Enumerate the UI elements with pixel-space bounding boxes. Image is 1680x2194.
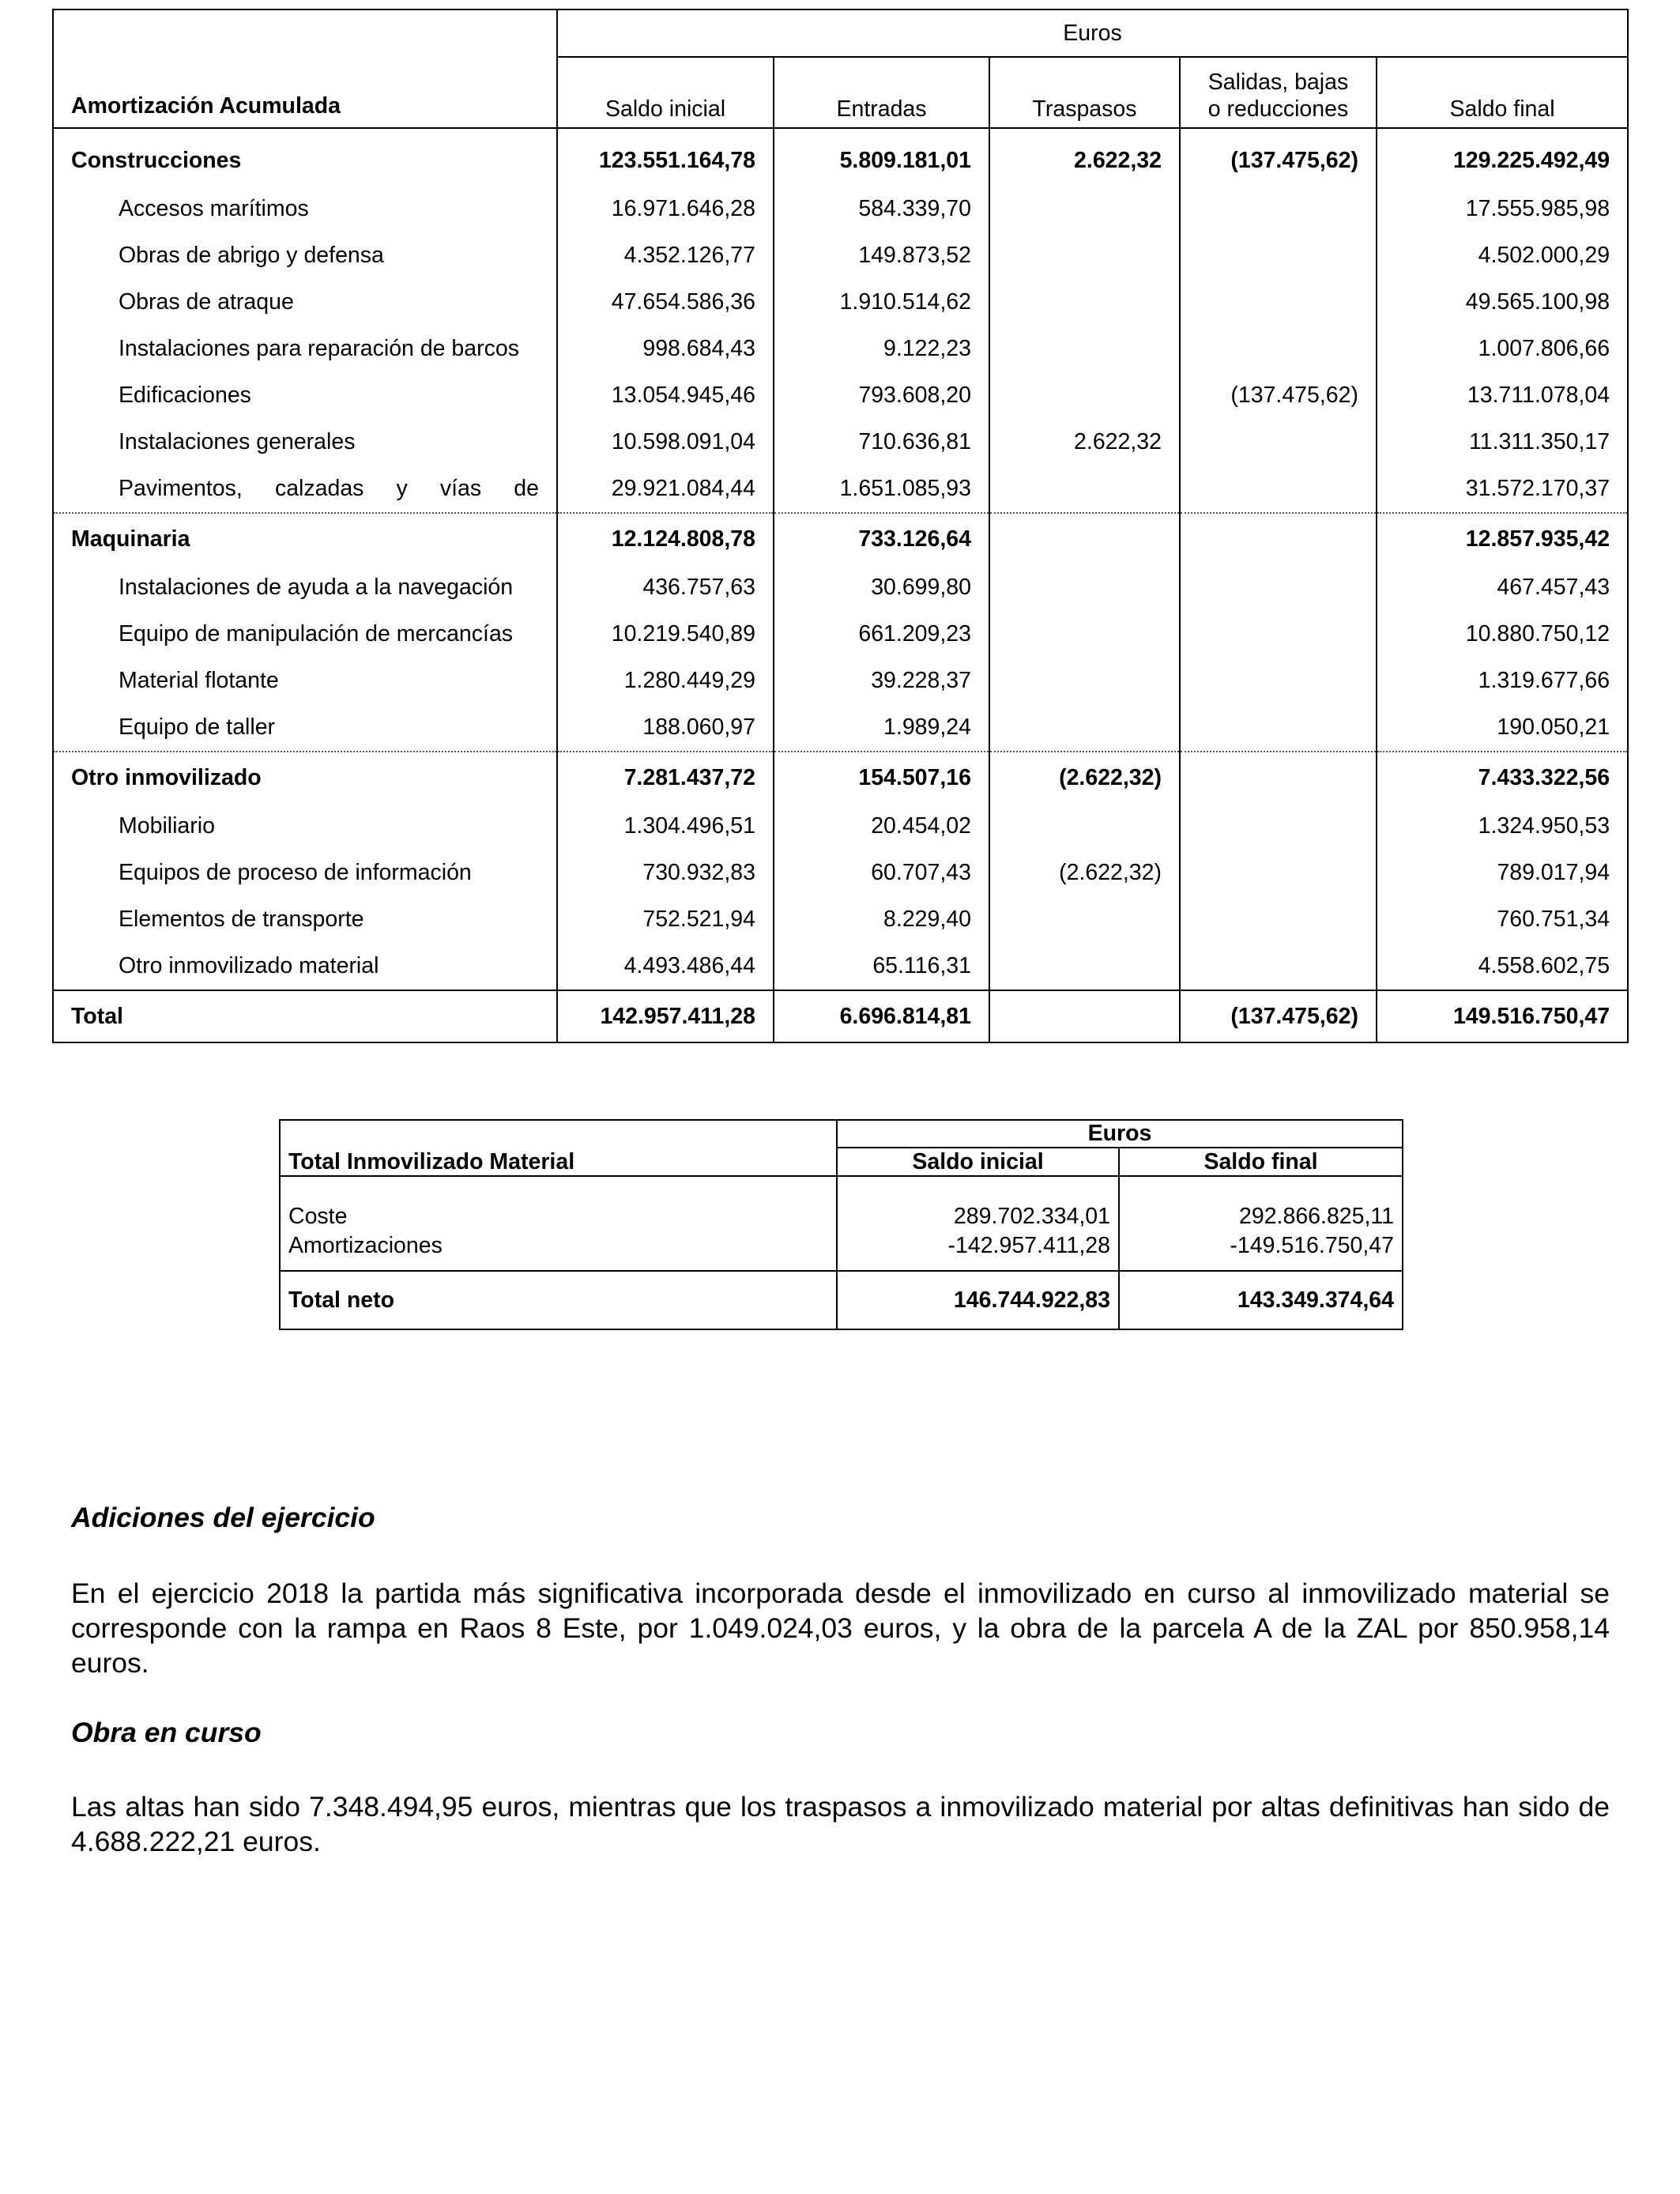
cell-traspasos: (2.622,32)	[989, 752, 1180, 803]
cell-saldo-final: 7.433.322,56	[1377, 752, 1628, 803]
table-row	[53, 326, 1628, 372]
table-row	[53, 564, 1628, 611]
row-label: Elementos de transporte	[119, 907, 364, 932]
total-row	[53, 990, 1628, 1042]
cell-saldo-inicial: 142.957.411,28	[557, 990, 774, 1042]
cell-saldo-inicial: 16.971.646,28	[557, 186, 774, 232]
cell-saldo-final: 1.007.806,66	[1377, 326, 1628, 372]
cell-entradas: 149.873,52	[774, 232, 989, 279]
adiciones-heading: Adiciones del ejercicio	[71, 1502, 375, 1533]
cell-saldo-inicial: 752.521,94	[557, 896, 774, 943]
cell-saldo-final: 17.555.985,98	[1377, 186, 1628, 232]
cell-saldo-inicial: 12.124.808,78	[557, 513, 774, 564]
table-row	[53, 896, 1628, 943]
row-label: Instalaciones para reparación de barcos	[119, 336, 519, 361]
cell-saldo-final: 1.319.677,66	[1377, 658, 1628, 704]
cell-saldo-final: 4.558.602,75	[1377, 943, 1628, 990]
col-traspasos: Traspasos	[989, 57, 1180, 128]
col-salidas-line1: Salidas, bajas	[1207, 70, 1349, 95]
obra-heading: Obra en curso	[71, 1717, 262, 1748]
cell-traspasos	[989, 896, 1180, 943]
cell-saldo-inicial: 436.757,63	[557, 564, 774, 611]
cell-saldo-inicial: 1.280.449,29	[557, 658, 774, 704]
col-salidas	[1180, 57, 1377, 128]
table-row	[53, 943, 1628, 990]
cell-saldo-inicial: 146.744.922,83	[837, 1271, 1119, 1329]
cell-saldo-inicial: 10.598.091,04	[557, 419, 774, 466]
cell-traspasos	[989, 279, 1180, 326]
cell-traspasos	[989, 186, 1180, 232]
cell-saldo-inicial: 4.493.486,44	[557, 943, 774, 990]
cell-salidas	[1180, 943, 1377, 990]
pavimentos-word: Pavimentos,	[119, 476, 243, 501]
cell-salidas	[1180, 752, 1377, 803]
cell-entradas: 733.126,64	[774, 513, 989, 564]
amortizacion-table	[52, 9, 1629, 1043]
cell-salidas	[1180, 704, 1377, 752]
row-label: Instalaciones de ayuda a la navegación	[119, 575, 514, 600]
cell-salidas	[1180, 232, 1377, 279]
pavimentos-word: y	[396, 476, 408, 501]
table-row	[53, 803, 1628, 850]
cell-entradas: 30.699,80	[774, 564, 989, 611]
total-neto-label: Total neto	[280, 1271, 837, 1329]
cell-saldo-final: 1.324.950,53	[1377, 803, 1628, 850]
cell-traspasos: 2.622,32	[989, 128, 1180, 186]
cell-salidas	[1180, 186, 1377, 232]
cell-saldo-inicial: 730.932,83	[557, 850, 774, 896]
row-label: Accesos marítimos	[119, 196, 309, 221]
cell-entradas: 5.809.181,01	[774, 128, 989, 186]
cell-traspasos	[989, 564, 1180, 611]
table-row-coste	[280, 1176, 1403, 1230]
table-row	[53, 419, 1628, 466]
col-entradas: Entradas	[774, 57, 989, 128]
row-label: Mobiliario	[119, 813, 215, 839]
col-saldo-final: Saldo final	[1377, 57, 1628, 128]
row-label: Equipo de taller	[119, 714, 276, 740]
cell-traspasos	[989, 232, 1180, 279]
cell-saldo-final: 190.050,21	[1377, 704, 1628, 752]
cell-entradas: 9.122,23	[774, 326, 989, 372]
row-label: Equipo de manipulación de mercancías	[119, 621, 514, 647]
cell-salidas: (137.475,62)	[1180, 990, 1377, 1042]
col-saldo-inicial: Saldo inicial	[837, 1148, 1119, 1176]
pavimentos-label	[119, 476, 539, 502]
group-label: Maquinaria	[53, 513, 557, 564]
cell-saldo-final: 143.349.374,64	[1119, 1271, 1403, 1329]
cell-entradas: 20.454,02	[774, 803, 989, 850]
obra-paragraph: Las altas han sido 7.348.494,95 euros, mientras que los traspasos a inmovilizado material por altas definitivas han sido de 4.688.222,21 euros.	[71, 1791, 1610, 1857]
pavimentos-word: calzadas	[274, 476, 364, 501]
cell-entradas: 8.229,40	[774, 896, 989, 943]
row-label: Instalaciones generales	[119, 429, 356, 454]
group-row-otro-inmovilizado	[53, 752, 1628, 803]
cell-saldo-inicial: 188.060,97	[557, 704, 774, 752]
cell-saldo-inicial: 13.054.945,46	[557, 372, 774, 419]
pavimentos-word: de	[514, 476, 539, 501]
cell-saldo-final: 4.502.000,29	[1377, 232, 1628, 279]
group-label: Otro inmovilizado	[53, 752, 557, 803]
cell-saldo-final: 12.857.935,42	[1377, 513, 1628, 564]
cell-entradas: 60.707,43	[774, 850, 989, 896]
cell-saldo-inicial: -142.957.411,28	[837, 1230, 1119, 1271]
table-row	[53, 279, 1628, 326]
group-row-construcciones	[53, 128, 1628, 186]
cell-traspasos	[989, 943, 1180, 990]
cell-salidas	[1180, 850, 1377, 896]
col-saldo-inicial: Saldo inicial	[557, 57, 774, 128]
cell-entradas: 1.651.085,93	[774, 466, 989, 513]
row-label: Coste	[288, 1204, 348, 1229]
header-label: Amortización Acumulada	[53, 9, 557, 128]
col-salidas-line2: o reducciones	[1207, 96, 1349, 122]
cell-saldo-final: 292.866.825,11	[1119, 1176, 1403, 1230]
table-row	[53, 704, 1628, 752]
group-row-maquinaria	[53, 513, 1628, 564]
cell-saldo-inicial: 289.702.334,01	[837, 1176, 1119, 1230]
cell-salidas	[1180, 419, 1377, 466]
cell-saldo-final: 760.751,34	[1377, 896, 1628, 943]
row-label: Equipos de proceso de información	[119, 860, 472, 885]
cell-traspasos	[989, 990, 1180, 1042]
cell-saldo-final: 789.017,94	[1377, 850, 1628, 896]
row-label: Material flotante	[119, 668, 279, 693]
cell-saldo-inicial: 1.304.496,51	[557, 803, 774, 850]
table-row-amortizaciones	[280, 1230, 1403, 1271]
cell-salidas	[1180, 803, 1377, 850]
table-row	[53, 658, 1628, 704]
cell-entradas: 6.696.814,81	[774, 990, 989, 1042]
cell-saldo-inicial: 123.551.164,78	[557, 128, 774, 186]
table-row-pavimentos	[53, 466, 1628, 513]
pavimentos-word: vías	[439, 476, 482, 501]
cell-salidas: (137.475,62)	[1180, 128, 1377, 186]
cell-saldo-inicial: 4.352.126,77	[557, 232, 774, 279]
cell-traspasos	[989, 513, 1180, 564]
cell-traspasos	[989, 326, 1180, 372]
cell-saldo-final: 10.880.750,12	[1377, 611, 1628, 658]
cell-salidas	[1180, 658, 1377, 704]
cell-traspasos	[989, 372, 1180, 419]
cell-saldo-inicial: 10.219.540,89	[557, 611, 774, 658]
cell-saldo-final: 49.565.100,98	[1377, 279, 1628, 326]
cell-salidas	[1180, 896, 1377, 943]
cell-traspasos: (2.622,32)	[989, 850, 1180, 896]
cell-traspasos: 2.622,32	[989, 419, 1180, 466]
cell-saldo-inicial: 7.281.437,72	[557, 752, 774, 803]
cell-saldo-final: 149.516.750,47	[1377, 990, 1628, 1042]
cell-traspasos	[989, 803, 1180, 850]
cell-entradas: 65.116,31	[774, 943, 989, 990]
row-label: Otro inmovilizado material	[119, 953, 379, 978]
cell-salidas	[1180, 611, 1377, 658]
header-euros: Euros	[837, 1120, 1403, 1148]
table-row	[53, 186, 1628, 232]
total-inmovilizado-table	[279, 1119, 1403, 1330]
cell-saldo-inicial: 29.921.084,44	[557, 466, 774, 513]
cell-entradas: 793.608,20	[774, 372, 989, 419]
cell-traspasos	[989, 611, 1180, 658]
row-label: Amortizaciones	[288, 1233, 443, 1258]
cell-saldo-final: 11.311.350,17	[1377, 419, 1628, 466]
table-row	[53, 611, 1628, 658]
cell-salidas	[1180, 564, 1377, 611]
row-label: Obras de abrigo y defensa	[119, 243, 384, 268]
cell-traspasos	[989, 704, 1180, 752]
total-neto-row	[280, 1271, 1403, 1329]
cell-salidas	[1180, 513, 1377, 564]
total-label: Total	[53, 990, 557, 1042]
row-label	[53, 466, 557, 513]
header-row-euros	[280, 1120, 1403, 1148]
cell-saldo-final: 129.225.492,49	[1377, 128, 1628, 186]
cell-entradas: 1.910.514,62	[774, 279, 989, 326]
row-label: Edificaciones	[119, 383, 251, 408]
cell-saldo-final: 31.572.170,37	[1377, 466, 1628, 513]
table-row	[53, 232, 1628, 279]
cell-saldo-inicial: 47.654.586,36	[557, 279, 774, 326]
cell-saldo-inicial: 998.684,43	[557, 326, 774, 372]
cell-salidas	[1180, 466, 1377, 513]
table-row	[53, 372, 1628, 419]
cell-saldo-final: 13.711.078,04	[1377, 372, 1628, 419]
cell-entradas: 39.228,37	[774, 658, 989, 704]
cell-salidas	[1180, 326, 1377, 372]
group-label: Construcciones	[71, 147, 242, 173]
cell-entradas: 661.209,23	[774, 611, 989, 658]
cell-entradas: 154.507,16	[774, 752, 989, 803]
cell-salidas	[1180, 279, 1377, 326]
cell-entradas: 1.989,24	[774, 704, 989, 752]
cell-traspasos	[989, 466, 1180, 513]
row-label: Obras de atraque	[119, 289, 294, 315]
cell-traspasos	[989, 658, 1180, 704]
adiciones-paragraph: En el ejercicio 2018 la partida más significativa incorporada desde el inmovilizado en curso al inmovilizado material se corresponde con la rampa en Raos 8 Este, por 1.049.024,03 euros, y la obra de la parcela A de la ZAL por 850.958,14 euros.	[71, 1578, 1610, 1679]
col-saldo-final: Saldo final	[1119, 1148, 1403, 1176]
header-label: Total Inmovilizado Material	[280, 1120, 837, 1176]
cell-saldo-final: -149.516.750,47	[1119, 1230, 1403, 1271]
table-row	[53, 850, 1628, 896]
cell-entradas: 584.339,70	[774, 186, 989, 232]
header-euros: Euros	[557, 9, 1628, 57]
cell-salidas: (137.475,62)	[1180, 372, 1377, 419]
cell-saldo-final: 467.457,43	[1377, 564, 1628, 611]
cell-entradas: 710.636,81	[774, 419, 989, 466]
header-row-euros	[53, 9, 1628, 57]
